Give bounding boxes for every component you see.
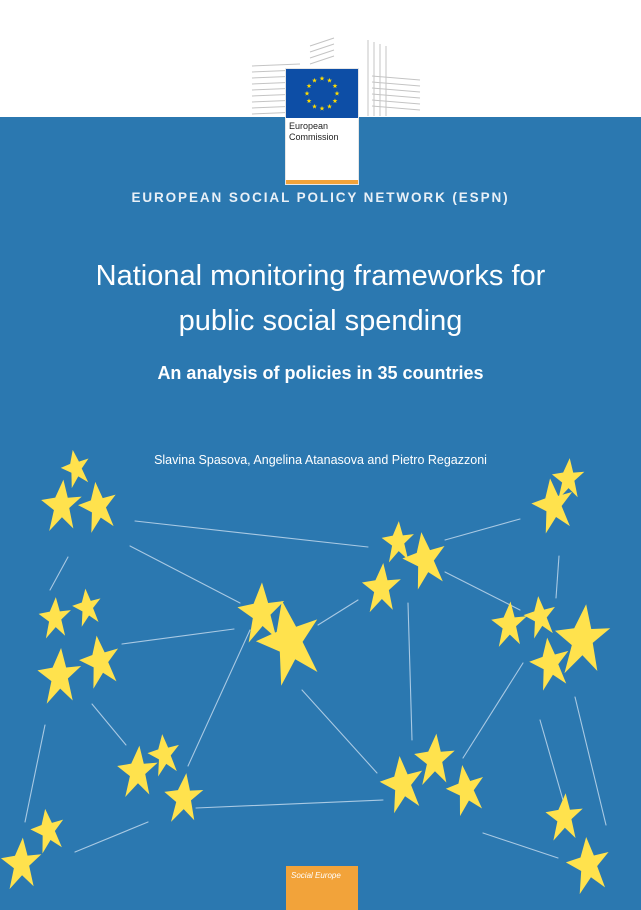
star-person-icon: [527, 636, 571, 692]
logo-accent-bar: [286, 180, 358, 184]
network-line: [445, 572, 520, 610]
star-person-icon: [0, 836, 43, 892]
star-person-icon: [37, 596, 72, 640]
star-person-icon: [378, 754, 425, 814]
eu-star-icon: [312, 78, 317, 83]
eu-star-icon: [333, 83, 338, 88]
star-person-icon: [71, 588, 102, 628]
network-line: [135, 521, 368, 547]
logo-line-1: European: [289, 121, 329, 131]
star-person-icon: [443, 763, 487, 818]
network-line: [188, 630, 250, 766]
network-line: [196, 800, 383, 808]
network-line: [318, 600, 358, 625]
authors: Slavina Spasova, Angelina Atanasova and Pietro Regazzoni: [154, 453, 487, 467]
network-line: [463, 663, 523, 758]
social-europe-badge: [286, 866, 358, 910]
logo-text: [289, 121, 357, 143]
star-person-icon: [146, 733, 181, 777]
eu-star-icon: [333, 98, 338, 103]
network-line: [483, 833, 558, 858]
eu-star-icon: [327, 104, 332, 109]
network-line: [122, 629, 234, 644]
network-line: [92, 704, 126, 745]
star-person-icon: [77, 634, 122, 690]
eu-star-icon: [320, 76, 325, 81]
european-commission-logo: [250, 36, 422, 152]
page-title: [20, 254, 621, 344]
network-illustration: [0, 440, 641, 910]
eu-star-icon: [312, 104, 317, 109]
star-person-icon: [359, 561, 402, 615]
network-line: [556, 556, 559, 598]
network-line: [540, 720, 563, 800]
star-person-icon: [522, 595, 557, 639]
network-line: [302, 690, 377, 773]
network-line: [75, 822, 148, 852]
eu-flag-icon: [286, 69, 358, 118]
eu-star-icon: [327, 78, 332, 83]
star-person-icon: [160, 770, 205, 825]
badge-label: Social Europe: [291, 871, 341, 880]
star-person-icon: [35, 646, 83, 706]
title-line-1: National monitoring frameworks for: [95, 260, 546, 292]
network-line: [445, 519, 520, 540]
star-person-icon: [543, 792, 584, 843]
subtitle: An analysis of policies in 35 countries: [157, 363, 484, 383]
star-person-icon: [565, 836, 611, 895]
eu-star-icon: [307, 98, 312, 103]
eu-star-icon: [307, 83, 312, 88]
network-line: [50, 557, 68, 590]
star-person-icon: [411, 732, 456, 788]
logo-line-2: Commission: [289, 132, 339, 142]
network-label: EUROPEAN SOCIAL POLICY NETWORK (ESPN): [131, 190, 510, 205]
title-line-2: public social spending: [178, 305, 463, 337]
star-person-icon: [28, 807, 66, 854]
eu-star-icon: [305, 91, 310, 96]
eu-star-icon: [320, 106, 325, 111]
star-person-icon: [489, 600, 528, 649]
network-line: [25, 725, 45, 822]
eu-star-icon: [335, 91, 340, 96]
network-line: [408, 603, 412, 740]
logo-card: [286, 69, 358, 184]
network-line: [575, 697, 606, 825]
network-line: [130, 546, 240, 603]
star-person-icon: [38, 478, 83, 534]
star-person-icon: [76, 480, 119, 534]
